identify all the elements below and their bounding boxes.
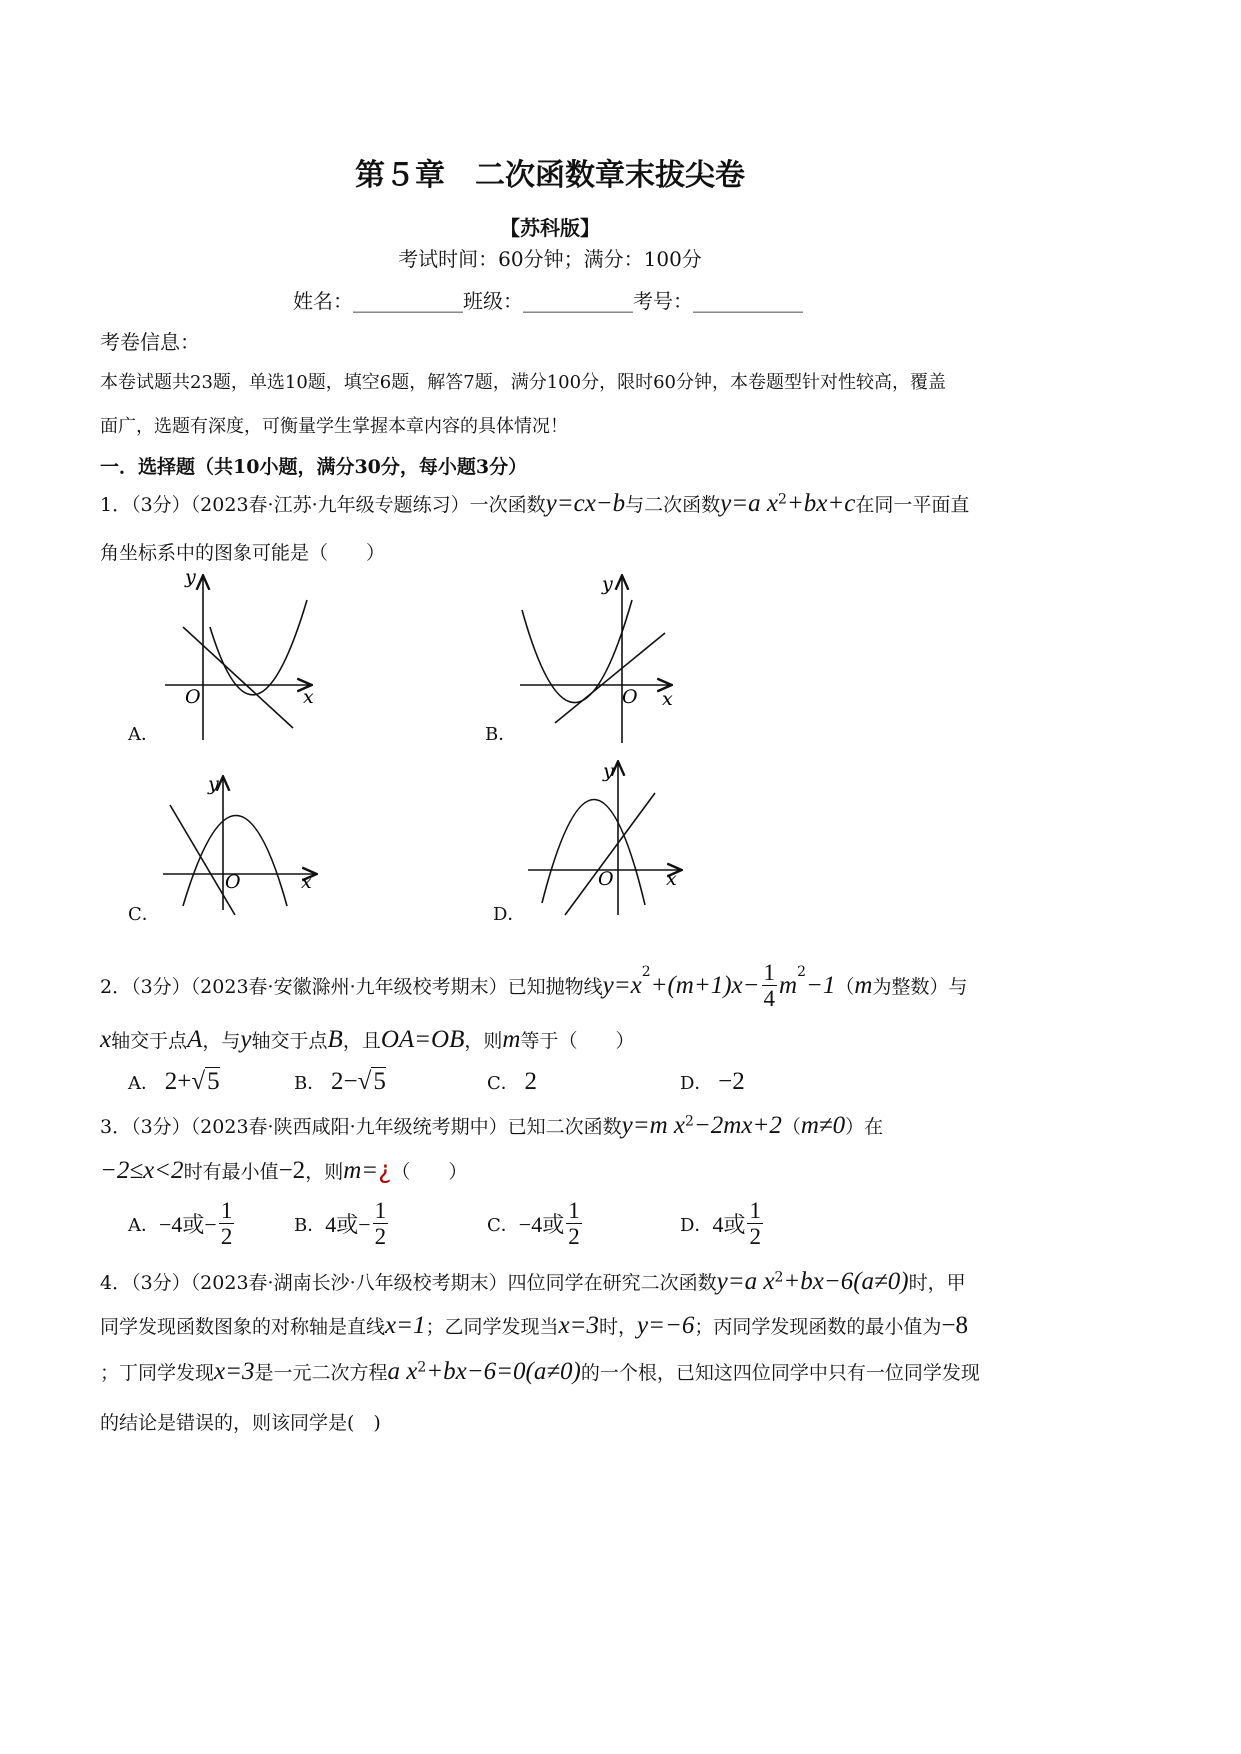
q4-l2g: ；丙同学发现函数的最小值为 bbox=[694, 1316, 942, 1338]
q1-mid: 与二次函数 bbox=[625, 494, 721, 516]
q3-opt-a-value: −4或− bbox=[159, 1212, 217, 1238]
q1-quad-a: y=a x bbox=[720, 490, 778, 517]
frac-num: 1 bbox=[374, 1198, 387, 1223]
q1-linear: y=cx−b bbox=[545, 490, 626, 517]
q1-prefix: 1．（3分）（2023春·江苏·九年级专题练习）一次函数 bbox=[100, 494, 546, 516]
paper-info-line1: 本卷试题共23题，单选10题，填空6题，解答7题，满分100分，限时60分钟，本卷题型针对性较高，覆盖 bbox=[100, 372, 946, 393]
q2-expr1: y=x bbox=[602, 971, 642, 999]
q3-text-g: （ ） bbox=[391, 1161, 468, 1183]
q3-text-d: ，则 bbox=[305, 1161, 344, 1183]
id-label: 考号： bbox=[633, 289, 693, 313]
q3-expr-b: −2mx+2 bbox=[693, 1112, 782, 1139]
q2-option-b: B． 2−√5 bbox=[294, 1068, 386, 1095]
q2-paren-text: 为整数）与 bbox=[872, 976, 968, 999]
q2-option-a: A． 2+√5 bbox=[128, 1068, 220, 1095]
q2-opt-d-label: D． bbox=[680, 1073, 713, 1094]
q3-opt-b-frac bbox=[373, 1198, 389, 1250]
q2-text-d: ，且 bbox=[342, 1030, 381, 1052]
page-title: 第５章 二次函数章末拔尖卷 bbox=[355, 158, 745, 193]
graph-d bbox=[520, 755, 690, 920]
frac-den: 2 bbox=[374, 1224, 387, 1250]
q4-l2f: y=−6 bbox=[636, 1312, 695, 1339]
exam-info: 考试时间：60分钟；满分：100分 bbox=[398, 247, 702, 271]
y-label: y bbox=[603, 760, 614, 782]
option-d-label: D． bbox=[493, 904, 526, 925]
q3-option-a bbox=[128, 1198, 236, 1250]
q2-equation: OA=OB bbox=[380, 1026, 465, 1053]
parabola bbox=[210, 600, 307, 695]
x-label: x bbox=[301, 871, 312, 893]
question-4-line4: 的结论是错误的，则该同学是( ) bbox=[100, 1412, 381, 1434]
id-blank[interactable]: ___________ bbox=[693, 289, 803, 313]
q2-expr2: +(m+1)x− bbox=[650, 971, 760, 999]
line bbox=[183, 627, 293, 728]
question-4-line1 bbox=[100, 1268, 966, 1296]
q3-min-value: −2 bbox=[278, 1157, 306, 1184]
q2-text-e: ，则 bbox=[464, 1030, 503, 1052]
section-heading: 一．选择题（共10小题，满分30分，每小题3分） bbox=[100, 456, 528, 478]
q2-m-var: m bbox=[854, 971, 873, 999]
class-label: 班级： bbox=[463, 289, 523, 313]
q4-sup2: 2 bbox=[417, 1359, 427, 1376]
q3-opt-a-label: A． bbox=[128, 1214, 159, 1236]
question-4-line2 bbox=[100, 1312, 968, 1340]
line bbox=[170, 805, 235, 915]
origin-label: O bbox=[185, 686, 201, 708]
q3-opt-c-frac bbox=[566, 1198, 582, 1250]
y-label: y bbox=[602, 573, 613, 595]
class-blank[interactable]: ___________ bbox=[523, 289, 633, 313]
q3-cond: m≠0 bbox=[800, 1112, 846, 1139]
graph-a bbox=[155, 565, 335, 750]
q3-opt-d-frac bbox=[747, 1198, 763, 1250]
q3-opt-b-value: 4或− bbox=[325, 1212, 371, 1238]
q2-y: y bbox=[240, 1026, 252, 1053]
q2-opt-a-value: 2+ bbox=[164, 1068, 192, 1095]
x-label: x bbox=[662, 688, 673, 710]
q4-l2h: −8 bbox=[941, 1312, 968, 1339]
parabola bbox=[522, 600, 632, 703]
q3-opt-b-label: B． bbox=[294, 1214, 326, 1236]
q4-l3e: +bx−6=0 bbox=[426, 1358, 526, 1385]
q3-opt-c-value: −4或 bbox=[518, 1212, 565, 1238]
frac-den: 2 bbox=[749, 1224, 761, 1250]
option-a-label: A． bbox=[128, 724, 159, 745]
q4-l2a: 同学发现函数图象的对称轴是直线 bbox=[100, 1316, 386, 1338]
q4-l2e: 时， bbox=[598, 1316, 637, 1338]
q3-range: −2≤x<2 bbox=[100, 1157, 184, 1184]
q2-fraction bbox=[762, 960, 778, 1012]
q3-cond-open: （ bbox=[781, 1116, 801, 1138]
q2-option-c bbox=[487, 1068, 537, 1096]
q3-opt-a-frac bbox=[219, 1198, 235, 1250]
frac-num: 1 bbox=[220, 1198, 233, 1223]
q2-expr3: m bbox=[779, 971, 798, 999]
q3-text-b: 时有最小值 bbox=[183, 1161, 279, 1183]
q1-suffix: 在同一平面直 bbox=[855, 494, 970, 516]
q3-opt-d-value: 4或 bbox=[712, 1212, 746, 1238]
q2-opt-b-root: 5 bbox=[373, 1068, 386, 1095]
question-1-line2: 角坐标系中的图象可能是（ ） bbox=[100, 542, 386, 564]
q2-prefix: 2．（3分）（2023春·安徽滁州·九年级校考期末）已知抛物线 bbox=[100, 976, 603, 999]
option-c-label: C． bbox=[128, 904, 160, 925]
q2-opt-a-root: 5 bbox=[207, 1068, 220, 1095]
q4-expr-b: +bx−6 bbox=[783, 1268, 854, 1295]
origin-label: O bbox=[622, 686, 638, 708]
q2-paren-open: （ bbox=[835, 976, 855, 999]
x-label: x bbox=[666, 868, 677, 890]
q2-opt-b-value: 2− bbox=[330, 1068, 358, 1095]
q3-option-c bbox=[487, 1198, 584, 1250]
q2-opt-c-label: C． bbox=[487, 1073, 519, 1094]
name-blank[interactable]: ___________ bbox=[353, 289, 463, 313]
x-label: x bbox=[303, 686, 314, 708]
line bbox=[555, 633, 665, 723]
q3-glitch-char: ¿ bbox=[378, 1155, 392, 1184]
q3-expr-a: y=m x bbox=[621, 1112, 685, 1139]
name-label: 姓名： bbox=[293, 289, 353, 313]
q2-text-b: ，与 bbox=[202, 1030, 241, 1052]
q3-m-eq: m= bbox=[343, 1157, 379, 1184]
q2-frac-den: 4 bbox=[763, 986, 776, 1012]
q2-point-b: B bbox=[327, 1026, 343, 1053]
q4-l3a: ；丁同学发现 bbox=[100, 1362, 215, 1384]
option-b-label: B． bbox=[485, 724, 517, 745]
frac-num: 1 bbox=[749, 1198, 761, 1223]
q4-l2c: ；乙同学发现当 bbox=[425, 1316, 559, 1338]
q4-l3b: x=3 bbox=[214, 1358, 255, 1385]
frac-den: 2 bbox=[568, 1224, 580, 1250]
frac-den: 2 bbox=[220, 1224, 233, 1250]
y-label: y bbox=[185, 566, 196, 588]
question-4-line3 bbox=[100, 1358, 980, 1386]
q2-text-c: 轴交于点 bbox=[251, 1030, 328, 1052]
q2-expr4: −1 bbox=[806, 971, 836, 999]
q2-opt-b-label: B． bbox=[294, 1073, 326, 1094]
q2-opt-c-value: 2 bbox=[524, 1068, 538, 1095]
origin-label: O bbox=[225, 871, 241, 893]
q2-text-f: 等于（ ） bbox=[520, 1030, 635, 1052]
q4-prefix: 4．（3分）（2023春·湖南长沙·八年级校考期末）四位同学在研究二次函数 bbox=[100, 1272, 717, 1294]
q4-expr-c: (a≠0) bbox=[853, 1268, 909, 1295]
q3-option-d bbox=[680, 1198, 765, 1250]
q3-opt-c-label: C． bbox=[487, 1214, 519, 1236]
paper-info-line2: 面广，选题有深度，可衡量学生掌握本章内容的具体情况！ bbox=[100, 416, 568, 437]
q2-sup1: 2 bbox=[641, 964, 651, 980]
q4-sup: 2 bbox=[774, 1269, 784, 1286]
line bbox=[565, 793, 655, 915]
parabola bbox=[542, 799, 645, 905]
q2-point-a: A bbox=[187, 1026, 203, 1053]
q2-text-a: 轴交于点 bbox=[111, 1030, 188, 1052]
q4-expr-a: y=a x bbox=[716, 1268, 775, 1295]
paper-info-heading: 考卷信息： bbox=[100, 330, 200, 354]
question-3-line1 bbox=[100, 1112, 883, 1140]
q2-opt-a-label: A． bbox=[128, 1073, 159, 1094]
q3-opt-d-label: D． bbox=[680, 1214, 713, 1236]
y-label: y bbox=[208, 773, 219, 795]
q4-l3f: (a≠0) bbox=[525, 1358, 581, 1385]
student-info-row bbox=[293, 285, 803, 314]
q2-m: m bbox=[502, 1026, 521, 1053]
q3-sup: 2 bbox=[685, 1113, 694, 1130]
question-2-line2 bbox=[100, 1026, 634, 1054]
q2-x: x bbox=[100, 1026, 112, 1053]
q3-option-b bbox=[294, 1198, 390, 1250]
question-2-line1 bbox=[100, 960, 967, 1012]
edition-label: 【苏科版】 bbox=[500, 216, 600, 240]
question-1-line1 bbox=[100, 490, 969, 518]
question-3-line2 bbox=[100, 1155, 467, 1185]
q1-quad-b: +bx+c bbox=[786, 490, 856, 517]
origin-label: O bbox=[598, 868, 614, 890]
q4-l3g: 的一个根，已知这四位同学中只有一位同学发现 bbox=[580, 1362, 980, 1384]
graph-c bbox=[155, 770, 335, 915]
q4-tail1: 时，甲 bbox=[908, 1272, 966, 1294]
q4-l3c: 是一元二次方程 bbox=[254, 1362, 388, 1384]
q4-l2b: x=1 bbox=[385, 1312, 426, 1339]
q2-option-d bbox=[680, 1068, 745, 1096]
graph-b bbox=[510, 565, 690, 750]
q3-cond-close: ）在 bbox=[845, 1116, 884, 1138]
q2-sup2: 2 bbox=[797, 964, 807, 980]
q4-l3d: a x bbox=[387, 1358, 418, 1385]
q4-l2d: x=3 bbox=[558, 1312, 599, 1339]
q1-sup: 2 bbox=[777, 491, 787, 508]
q3-prefix: 3．（3分）（2023春·陕西咸阳·九年级统考期中）已知二次函数 bbox=[100, 1116, 622, 1138]
q2-frac-num: 1 bbox=[763, 960, 776, 985]
frac-num: 1 bbox=[568, 1198, 580, 1223]
q2-opt-d-value: −2 bbox=[718, 1068, 745, 1095]
